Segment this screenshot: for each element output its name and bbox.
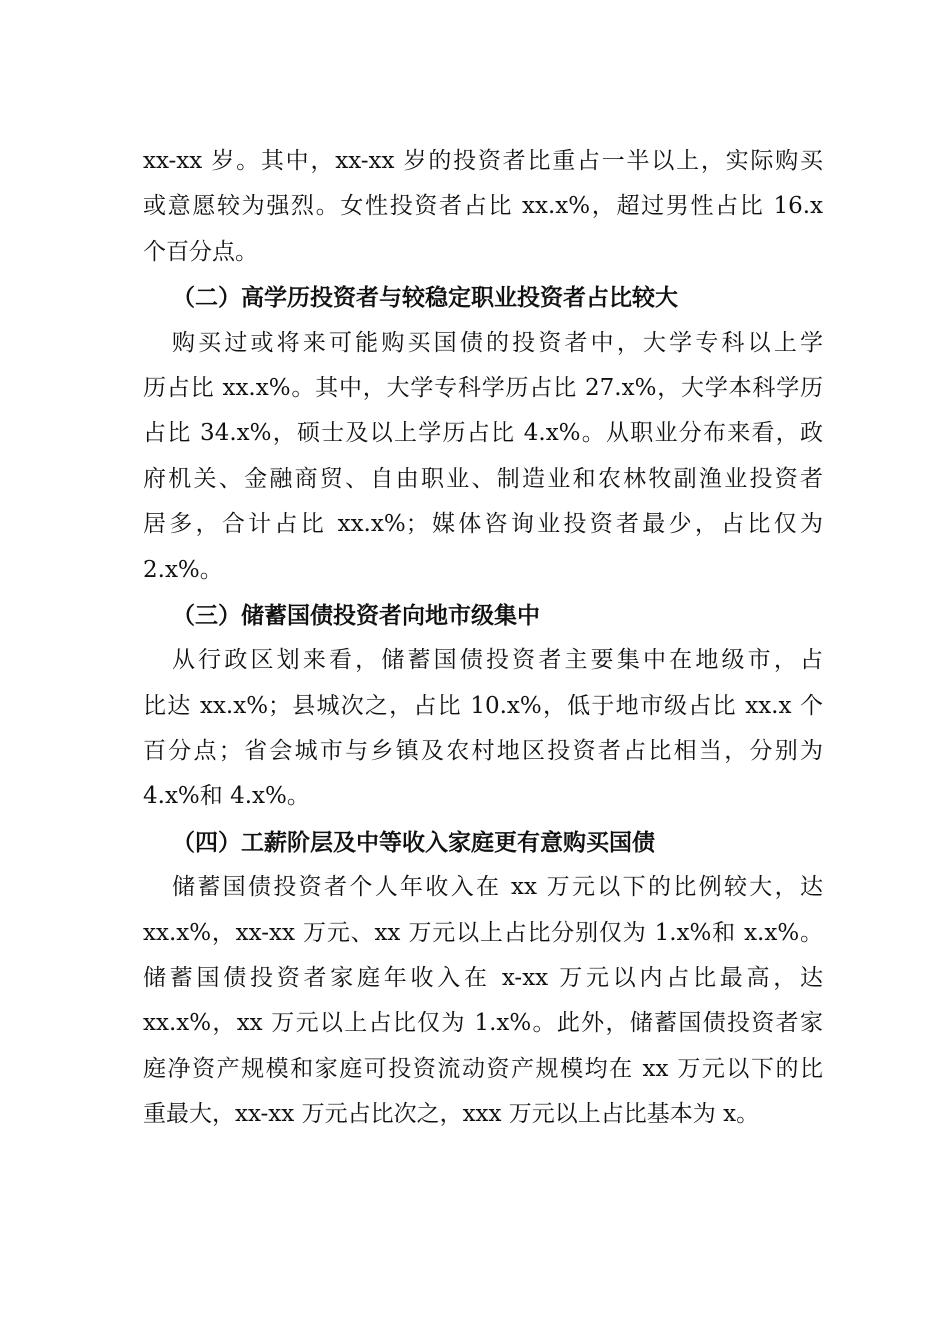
text-line: xx.x%，xx-xx 万元、xx 万元以上占比分别仅为 1.x%和 x.x%。 [143, 919, 823, 946]
text-line: 储蓄国债投资者个人年收入在 xx 万元以下的比例较大，达 [172, 874, 823, 901]
text-line: 占比 34.x%，硕士及以上学历占比 4.x%。从职业分布来看，政 [143, 420, 823, 447]
text-line: （三）储蓄国债投资者向地市级集中 [172, 601, 540, 629]
text-line: 历占比 xx.x%。其中，大学专科学历占比 27.x%，大学本科学历 [143, 374, 823, 401]
text-line: （二）高学历投资者与较稳定职业投资者占比较大 [172, 284, 678, 312]
text-line: xx.x%，xx 万元以上占比仅为 1.x%。此外，储蓄国债投资者家 [143, 1010, 823, 1037]
text-line: 百分点；省会城市与乡镇及农村地区投资者占比相当，分别为 [143, 738, 823, 765]
paragraph [143, 865, 823, 1137]
text-line: 4.x%和 4.x%。 [143, 783, 310, 810]
document-page [143, 139, 823, 1138]
text-line: 庭净资产规模和家庭可投资流动资产规模均在 xx 万元以下的比 [143, 1055, 823, 1082]
paragraph [143, 638, 823, 820]
text-line: （四）工薪阶层及中等收入家庭更有意购买国债 [172, 828, 655, 856]
section-heading [143, 820, 823, 865]
paragraph [143, 139, 823, 275]
paragraph [143, 321, 823, 593]
text-line: 2.x%。 [143, 556, 223, 583]
text-line: 府机关、金融商贸、自由职业、制造业和农林牧副渔业投资者 [143, 465, 823, 492]
text-line: 个百分点。 [143, 238, 258, 265]
text-line: 居多，合计占比 xx.x%；媒体咨询业投资者最少，占比仅为 [143, 511, 823, 538]
text-line: 从行政区划来看，储蓄国债投资者主要集中在地级市，占 [172, 647, 823, 674]
text-line: 购买过或将来可能购买国债的投资者中，大学专科以上学 [172, 329, 823, 356]
text-line: 比达 xx.x%；县城次之，占比 10.x%，低于地市级占比 xx.x 个 [143, 692, 823, 719]
text-line: 或意愿较为强烈。女性投资者占比 xx.x%，超过男性占比 16.x [143, 193, 823, 220]
section-heading [143, 593, 823, 638]
text-line: 储蓄国债投资者家庭年收入在 x-xx 万元以内占比最高，达 [143, 965, 823, 992]
text-line: 重最大，xx-xx 万元占比次之，xxx 万元以上占比基本为 x。 [143, 1101, 760, 1128]
section-heading [143, 275, 823, 320]
text-line: xx-xx 岁。其中，xx-xx 岁的投资者比重占一半以上，实际购买 [143, 148, 823, 174]
